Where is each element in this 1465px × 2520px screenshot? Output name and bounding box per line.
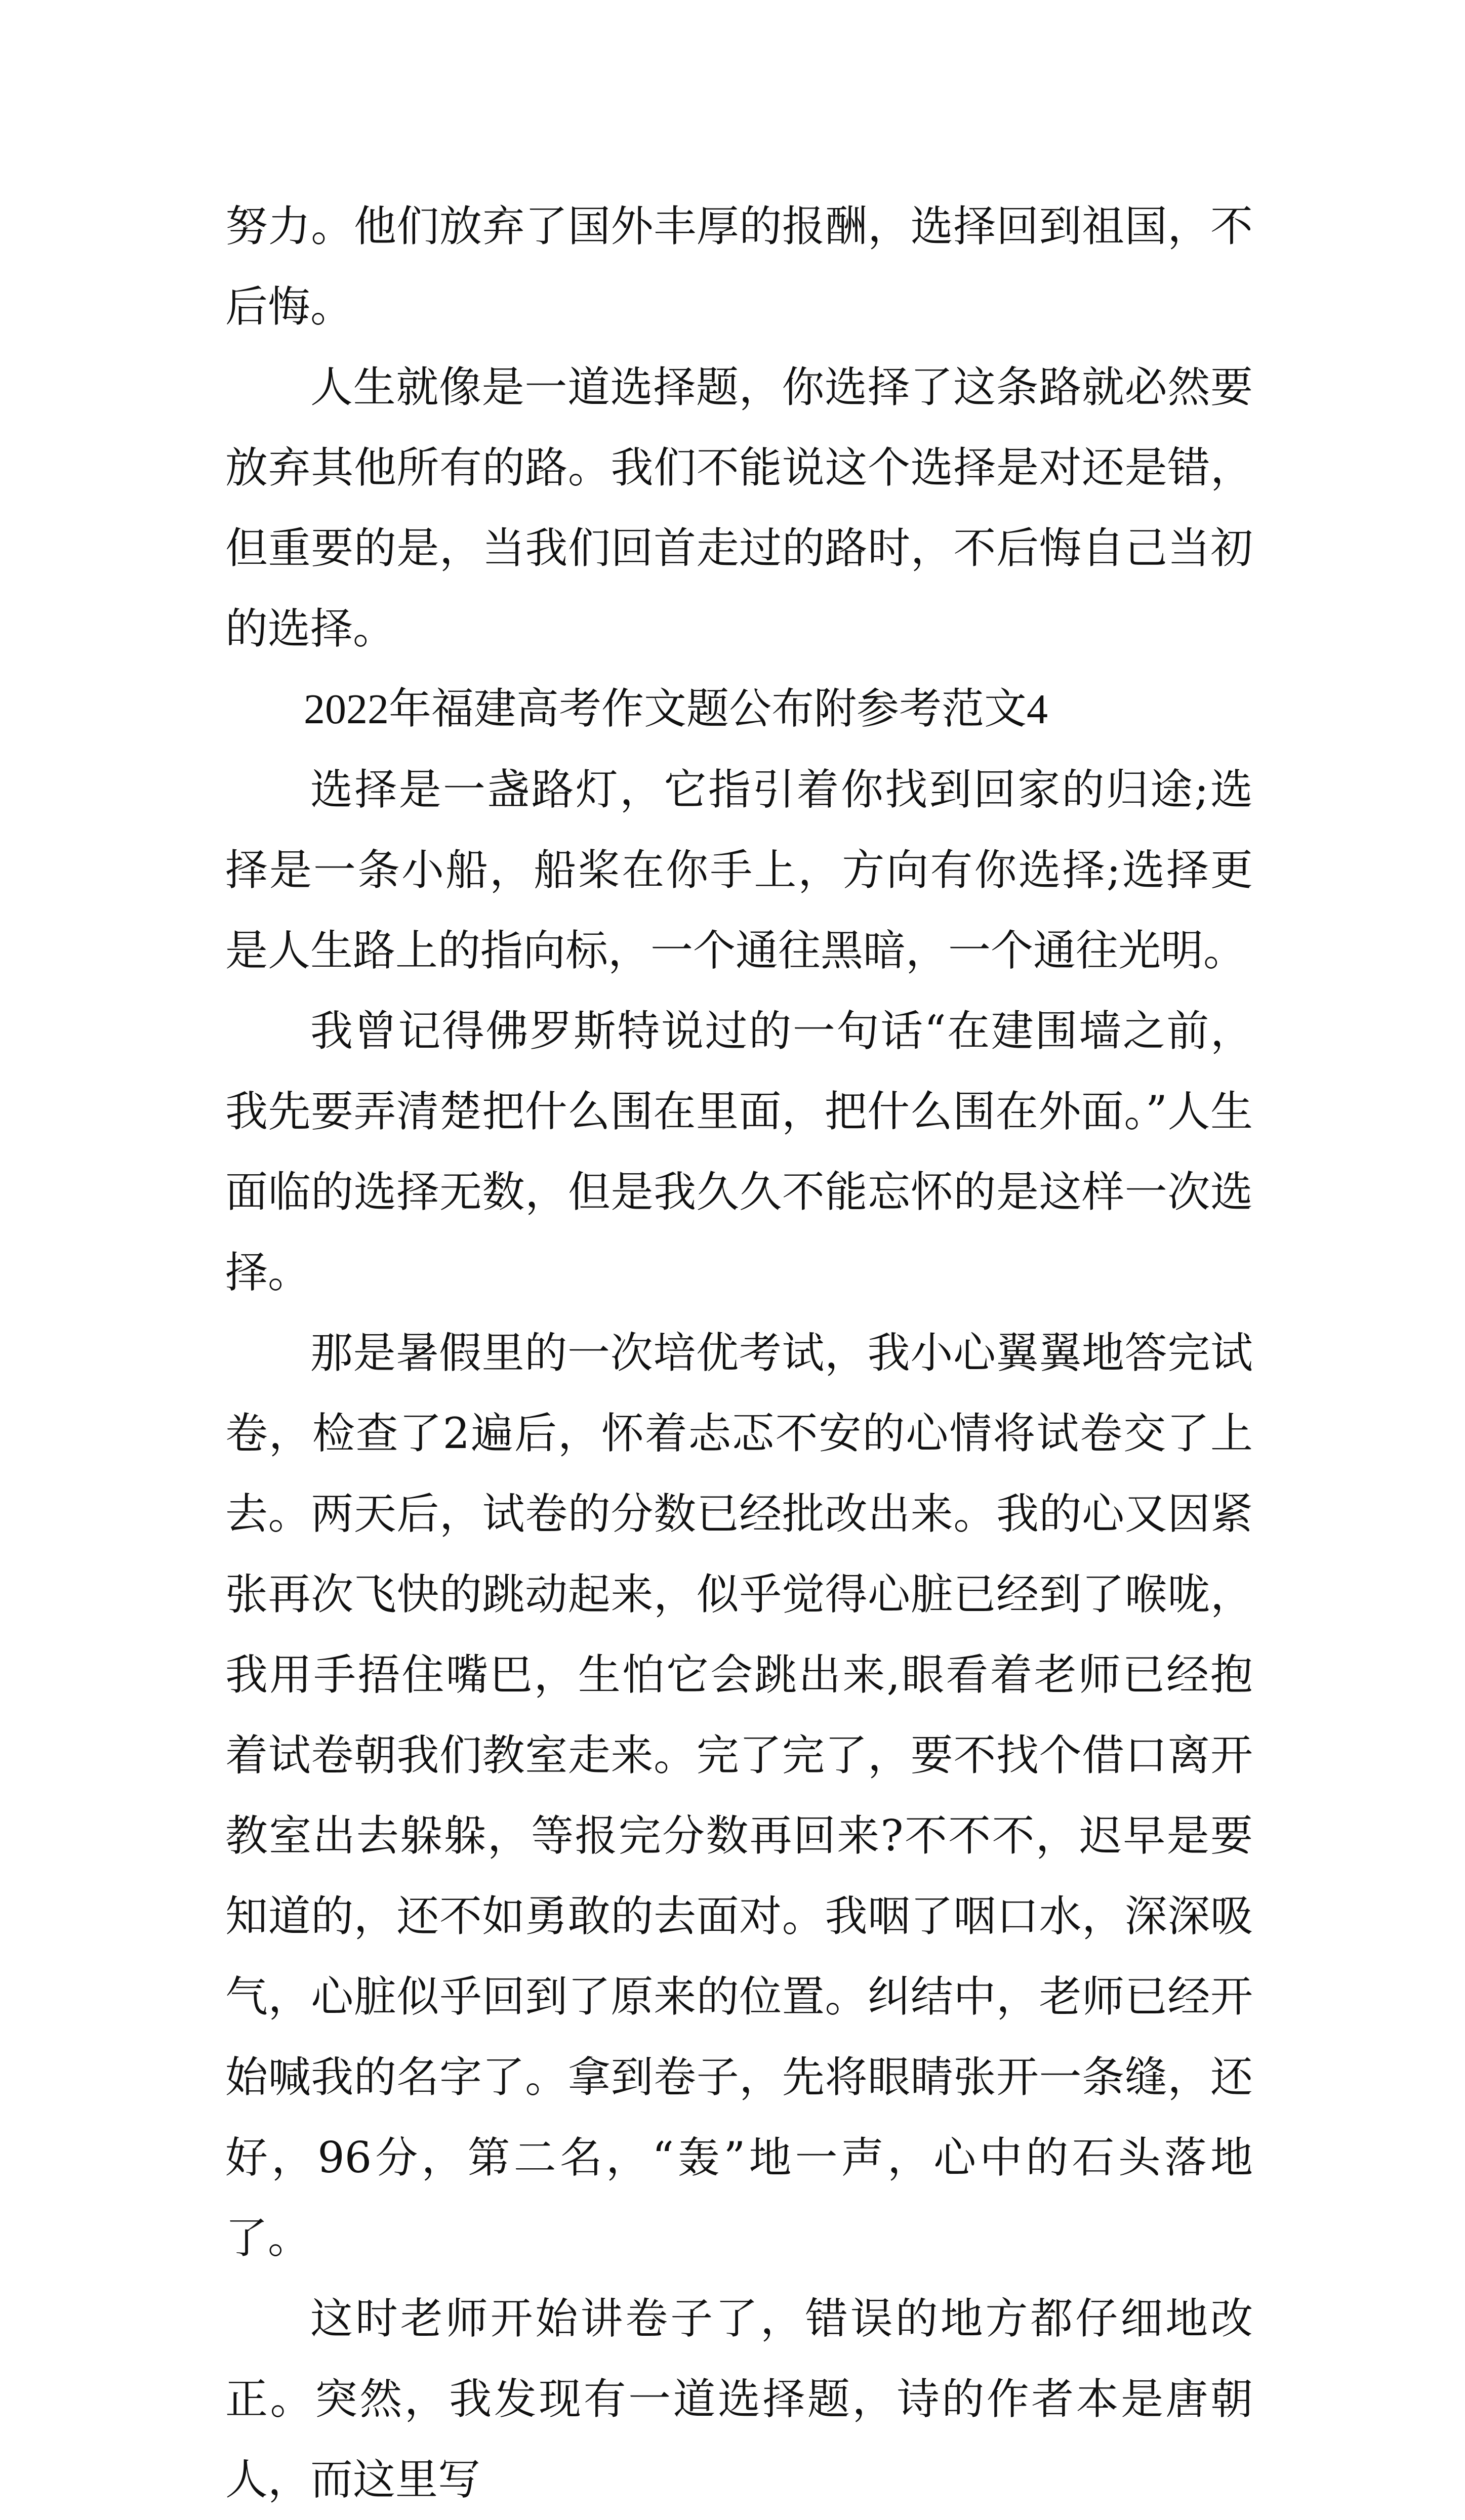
paragraph: 这时老师开始讲卷子了，错误的地方都仔细地改正。突然，我发现有一道选择题，诗的作者本是唐朝人，而这里写 [225,2294,1253,2504]
paragraph: 选择是一盏路灯，它指引着你找到回家的归途;选择是一条小船，船桨在你手上，方向有你选择;选择更是人生路上的指向标，一个通往黑暗，一个通往光明。 [225,765,1253,975]
paragraph: 人生就像是一道选择题，你选择了这条路就必然要放弃其他所有的路。我们不能说这个选择是对还是错，但重要的是，当我们回首走过的路时，不后悔自己当初的选择。 [225,362,1253,653]
paragraph: 我曾记得佛罗斯特说过的一句话“在建围墙之前，我先要弄清楚把什么围在里面，把什么围在外面。”人生面临的选择无数，但是我久久不能忘怀的是这样一次选择。 [225,1006,1253,1297]
paragraph: 那是暑假里的一次培优考试，我小心翼翼地答完试卷，检查了2遍后，怀着忐忑不安的心情将试卷交了上去。两天后，试卷的分数已经批改出来。我的心又因紧张再次飞快的跳动起来，似乎觉得心脏已经到了喉咙，我用手捂住嘴巴，生怕它会跳出来,眼看着老师已经抱着试卷朝我们教室走来。完了完了，要不找个借口离开教室出去躲躲，等报完分数再回来?不不不，迟早是要知道的，还不如勇敢的去面对。我咽了咽口水，深深吸气，心脏似乎回到了原来的位置。纠结中，老师已经开始喊我的名字了。拿到卷子，先将眼睛张开一条缝，还好，96分，第二名，“轰”地一声，心中的石头落地了。 [225,1328,1253,2263]
section-heading: 2022年福建高考作文题公布附参考范文4 [304,686,1048,733]
essay-body [225,186,1253,2520]
paragraph-continuation: 努力。他们放弃了国外丰厚的报酬，选择回到祖国，不后悔。 [225,201,1253,332]
